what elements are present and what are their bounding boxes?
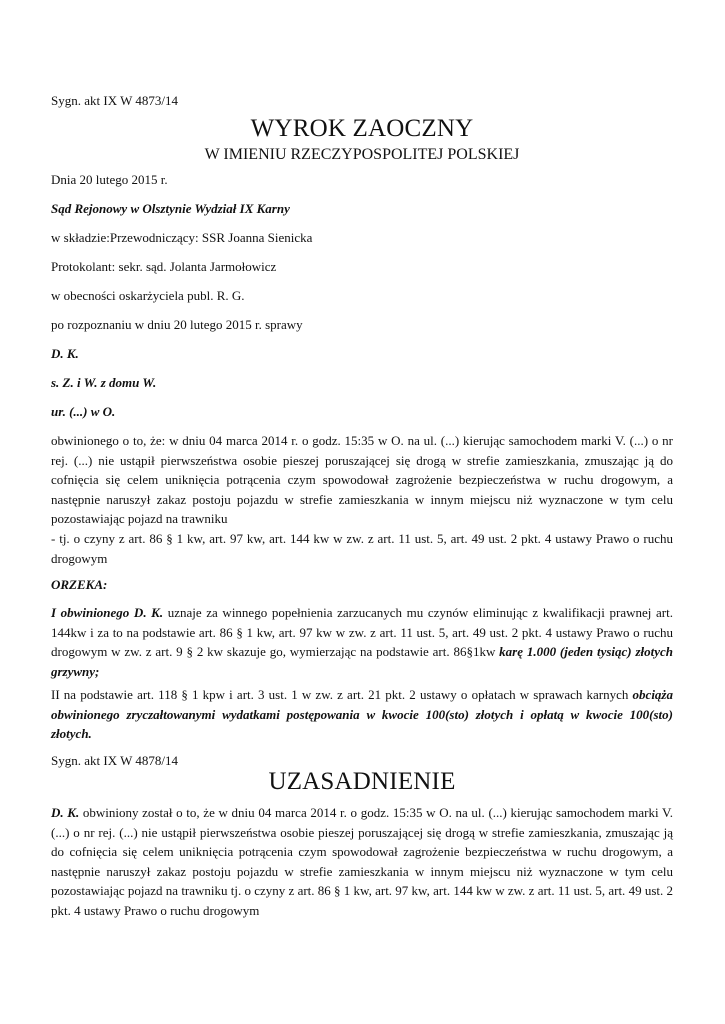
justification-case-number: Sygn. akt IX W 4878/14 <box>51 753 178 768</box>
court-composition: w składzie:Przewodniczący: SSR Joanna Sienicka <box>51 230 313 245</box>
charge-paragraph: obwinionego o to, że: w dniu 04 marca 2014 r. o godz. 15:35 w O. na ul. (...) kierując samochodem marki V. (...) o nr rej. (...) nie ustąpił pierwszeństwa osobie pieszej poruszającej się drogą w strefie zamieszkania, zmuszając ją do cofnięcia się celem uniknięcia potrącenia czym spowodował zagrożenie bezpieczeństwa w ruchu drogowym, a następnie naruszył zakaz postoju pojazdu w strefie zamieszkania w innym miejscu niż wyznaczone w tym celu pozostawiając pojazd na trawniku <box>51 433 673 526</box>
justification-defendant: D. K. <box>51 805 80 820</box>
legal-basis-paragraph: - tj. o czyny z art. 86 § 1 kw, art. 97 kw, art. 144 kw w zw. z art. 11 ust. 5, art. 49 ust. 2 pkt. 4 ustawy Prawo o ruchu drogowym <box>51 531 673 566</box>
ruling-paragraph-2 <box>51 685 673 744</box>
court-name: Sąd Rejonowy w Olsztynie Wydział IX Karny <box>51 201 290 216</box>
court-clerk: Protokolant: sekr. sąd. Jolanta Jarmołowicz <box>51 259 277 274</box>
ruling-2-text: II na podstawie art. 118 § 1 kpw i art. 3 ust. 1 w zw. z art. 21 pkt. 2 ustawy o opłatach w sprawach karnych <box>51 687 633 702</box>
case-number: Sygn. akt IX W 4873/14 <box>51 93 178 108</box>
document-subtitle: W IMIENIU RZECZYPOSPOLITEJ POLSKIEJ <box>204 146 520 163</box>
ruling-1-penalty: karę 1.000 (jeden tysiąc) złotych grzywny; <box>51 644 673 679</box>
justification-title: UZASADNIENIE <box>268 768 456 795</box>
defendant-parents: s. Z. i W. z domu W. <box>51 375 157 390</box>
ruling-paragraph-1 <box>51 603 673 681</box>
ruling-2-costs: obciąża obwinionego zryczałtowanymi wydatkami postępowania w kwocie 100(sto) złotych i opłatą w kwocie 100(sto) złotych. <box>51 687 673 741</box>
ruling-1-text: uznaje za winnego popełnienia zarzucanych mu czynów eliminując z kwalifikacji prawnej art. 144kw i za to na podstawie art. 86 § 1 kw, art. 97 kw w zw. z art. 11 ust. 5, art. 49 ust. 2 pkt. 4 ustawy Prawo o ruchu drogowym w zw. z art. 9 § 2 kw skazuje go, wymierzając na podstawie art. 86§1kw <box>51 605 673 659</box>
ruling-heading: ORZEKA: <box>51 577 108 592</box>
date-line: Dnia 20 lutego 2015 r. <box>51 172 168 187</box>
prosecutor-line: w obecności oskarżyciela publ. R. G. <box>51 288 245 303</box>
defendant-birth: ur. (...) w O. <box>51 404 116 419</box>
defendant-name: D. K. <box>51 346 79 361</box>
justification-paragraph <box>51 803 673 920</box>
document-title: WYROK ZAOCZNY <box>250 115 474 142</box>
hearing-line: po rozpoznaniu w dniu 20 lutego 2015 r. sprawy <box>51 317 303 332</box>
justification-text: obwiniony został o to, że w dniu 04 marca 2014 r. o godz. 15:35 w O. na ul. (...) kierując samochodem marki V. (...) o nr rej. (...) nie ustąpił pierwszeństwa osobie pieszej poruszającej się drogą w strefie zamieszkania, zmuszając ją do cofnięcia się celem uniknięcia potrącenia czym spowodował zagrożenie bezpieczeństwa w ruchu drogowym, a następnie naruszył zakaz postoju pojazdu w strefie zamieszkania w innym miejscu niż wyznaczone w tym celu pozostawiając pojazd na trawniku tj. o czyny z art. 86 § 1 kw, art. 97 kw, art. 144 kw w zw. z art. 11 ust. 5, art. 49 ust. 2 pkt. 4 ustawy Prawo o ruchu drogowym <box>51 805 673 918</box>
ruling-1-defendant: I obwinionego D. K. <box>51 605 164 620</box>
